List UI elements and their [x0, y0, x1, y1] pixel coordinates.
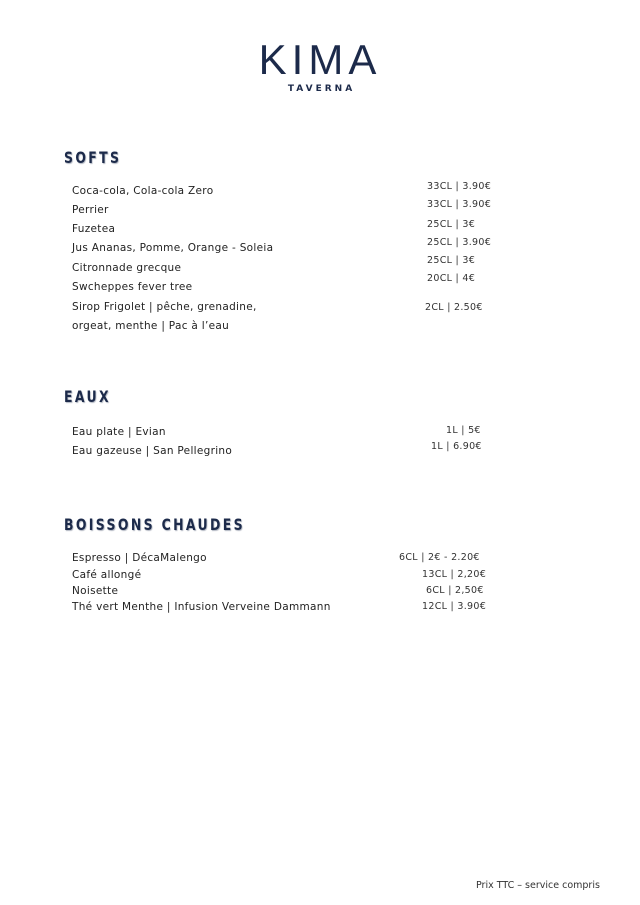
- menu-item: Eau gazeuse | San Pellegrino: [72, 445, 233, 457]
- footer-note: Prix TTC – service compris: [476, 880, 600, 891]
- menu-item: Citronnade grecque: [72, 262, 182, 274]
- menu-item: Coca-cola, Cola-cola Zero: [72, 185, 214, 197]
- menu-item: Thé vert Menthe | Infusion Verveine Dammann: [72, 601, 331, 613]
- menu-item: Café allongé: [72, 569, 142, 581]
- item-price: 25CL | 3.90€: [427, 237, 492, 248]
- item-price: 2CL | 2.50€: [425, 302, 483, 313]
- item-price: 6CL | 2,50€: [426, 585, 484, 596]
- menu-item: Jus Ananas, Pomme, Orange - Soleia: [72, 242, 274, 254]
- menu-item: Perrier: [72, 204, 109, 216]
- item-price: 33CL | 3.90€: [427, 181, 492, 192]
- section-title-boissons-chaudes: BOISSONS CHAUDES: [64, 515, 245, 534]
- restaurant-logo: [0, 38, 640, 94]
- item-price: 1L | 5€: [446, 425, 481, 436]
- menu-item: Fuzetea: [72, 223, 116, 235]
- item-price: 25CL | 3€: [427, 219, 476, 230]
- menu-item: Espresso | DécaMalengo: [72, 552, 207, 564]
- logo-name: KIMA: [258, 36, 382, 83]
- item-price: 33CL | 3.90€: [427, 199, 492, 210]
- menu-item: Noisette: [72, 585, 119, 597]
- item-price: 1L | 6.90€: [431, 441, 482, 452]
- item-price: 6CL | 2€ - 2.20€: [399, 552, 480, 563]
- item-price: 12CL | 3.90€: [422, 601, 487, 612]
- menu-item: Swcheppes fever tree: [72, 281, 193, 293]
- item-price: 13CL | 2,20€: [422, 569, 487, 580]
- item-price: 25CL | 3€: [427, 255, 476, 266]
- menu-item: orgeat, menthe | Pac à l’eau: [72, 320, 230, 332]
- menu-item: Sirop Frigolet | pêche, grenadine,: [72, 301, 257, 313]
- item-price: 20CL | 4€: [427, 273, 476, 284]
- section-title-eaux: EAUX: [64, 387, 111, 406]
- section-title-softs: SOFTS: [64, 148, 122, 167]
- logo-subtitle: TAVERNA: [287, 84, 356, 94]
- menu-item: Eau plate | Evian: [72, 426, 166, 438]
